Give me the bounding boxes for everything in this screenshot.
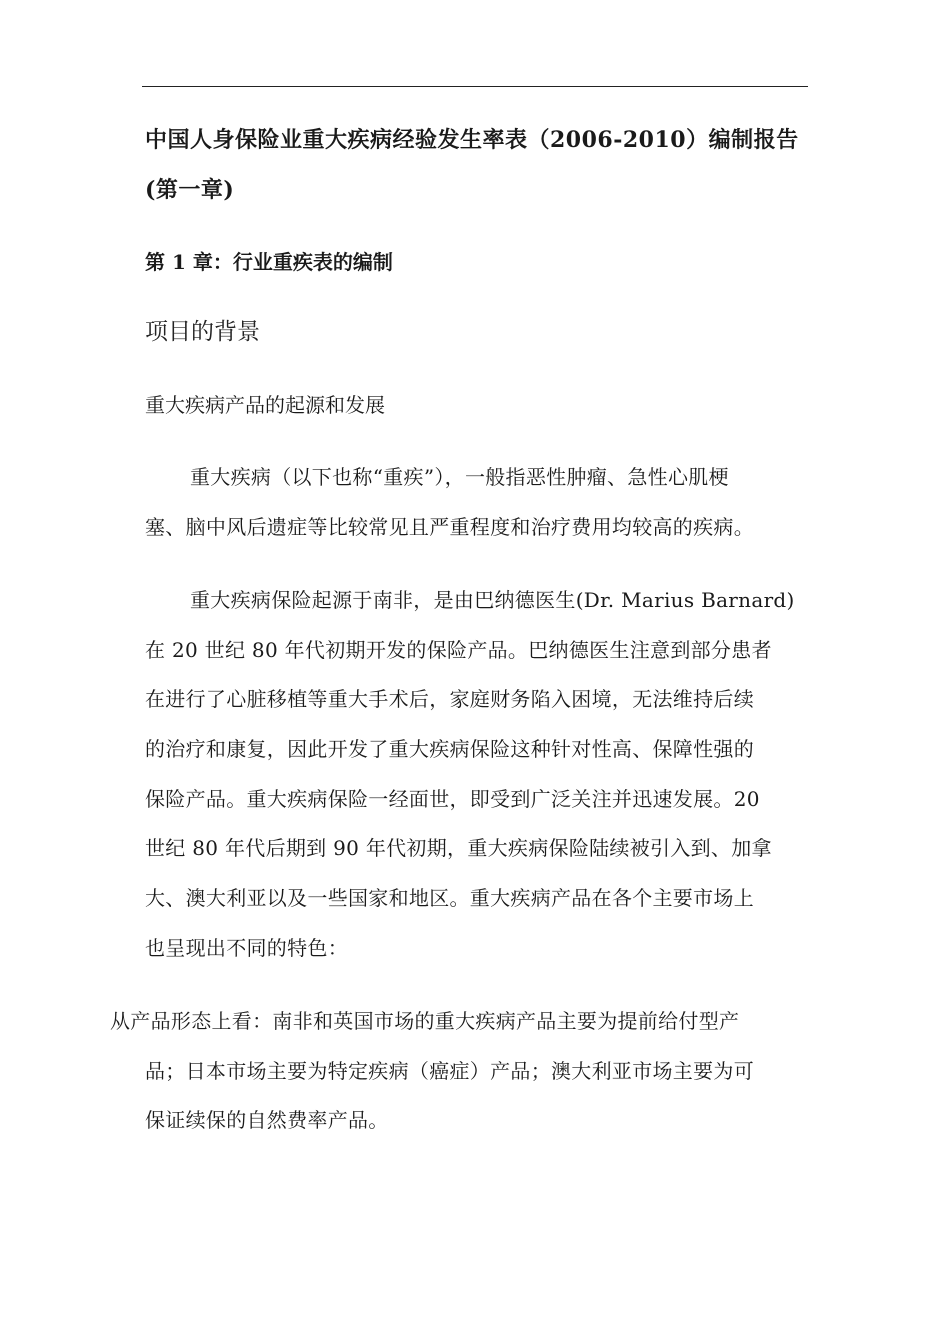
paragraph-1-line: 塞、脑中风后遗症等比较常见且严重程度和治疗费用均较高的疾病。 bbox=[145, 515, 754, 539]
paragraph-2-line: 的治疗和康复，因此开发了重大疾病保险这种针对性高、保障性强的 bbox=[145, 737, 754, 761]
document-title-line-1: 中国人身保险业重大疾病经验发生率表（2006-2010）编制报告 bbox=[145, 127, 799, 153]
document-title-line-2: (第一章) bbox=[145, 177, 235, 203]
paragraph-2-line: 大、澳大利亚以及一些国家和地区。重大疾病产品在各个主要市场上 bbox=[145, 886, 754, 910]
subsection-heading: 重大疾病产品的起源和发展 bbox=[145, 393, 385, 417]
paragraph-3-line: 从产品形态上看：南非和英国市场的重大疾病产品主要为提前给付型产 bbox=[110, 1009, 740, 1033]
section-heading: 项目的背景 bbox=[145, 319, 260, 345]
paragraph-2-line: 在进行了心脏移植等重大手术后，家庭财务陷入困境，无法维持后续 bbox=[145, 687, 754, 711]
paragraph-2-line: 重大疾病保险起源于南非，是由巴纳德医生(Dr. Marius Barnard) bbox=[190, 588, 795, 612]
paragraph-3-line: 保证续保的自然费率产品。 bbox=[145, 1108, 389, 1132]
paragraph-3-line: 品；日本市场主要为特定疾病（癌症）产品；澳大利亚市场主要为可 bbox=[145, 1059, 754, 1083]
paragraph-1-line: 重大疾病（以下也称“重疾”），一般指恶性肿瘤、急性心肌梗 bbox=[190, 465, 729, 489]
paragraph-2-line: 世纪 80 年代后期到 90 年代初期，重大疾病保险陆续被引入到、加拿 bbox=[145, 836, 772, 860]
paragraph-2-line: 在 20 世纪 80 年代初期开发的保险产品。巴纳德医生注意到部分患者 bbox=[145, 638, 772, 662]
paragraph-2-line: 保险产品。重大疾病保险一经面世，即受到广泛关注并迅速发展。20 bbox=[145, 787, 760, 811]
chapter-heading: 第 1 章：行业重疾表的编制 bbox=[145, 250, 393, 274]
header-rule bbox=[142, 86, 808, 87]
paragraph-2-line: 也呈现出不同的特色： bbox=[145, 936, 348, 960]
